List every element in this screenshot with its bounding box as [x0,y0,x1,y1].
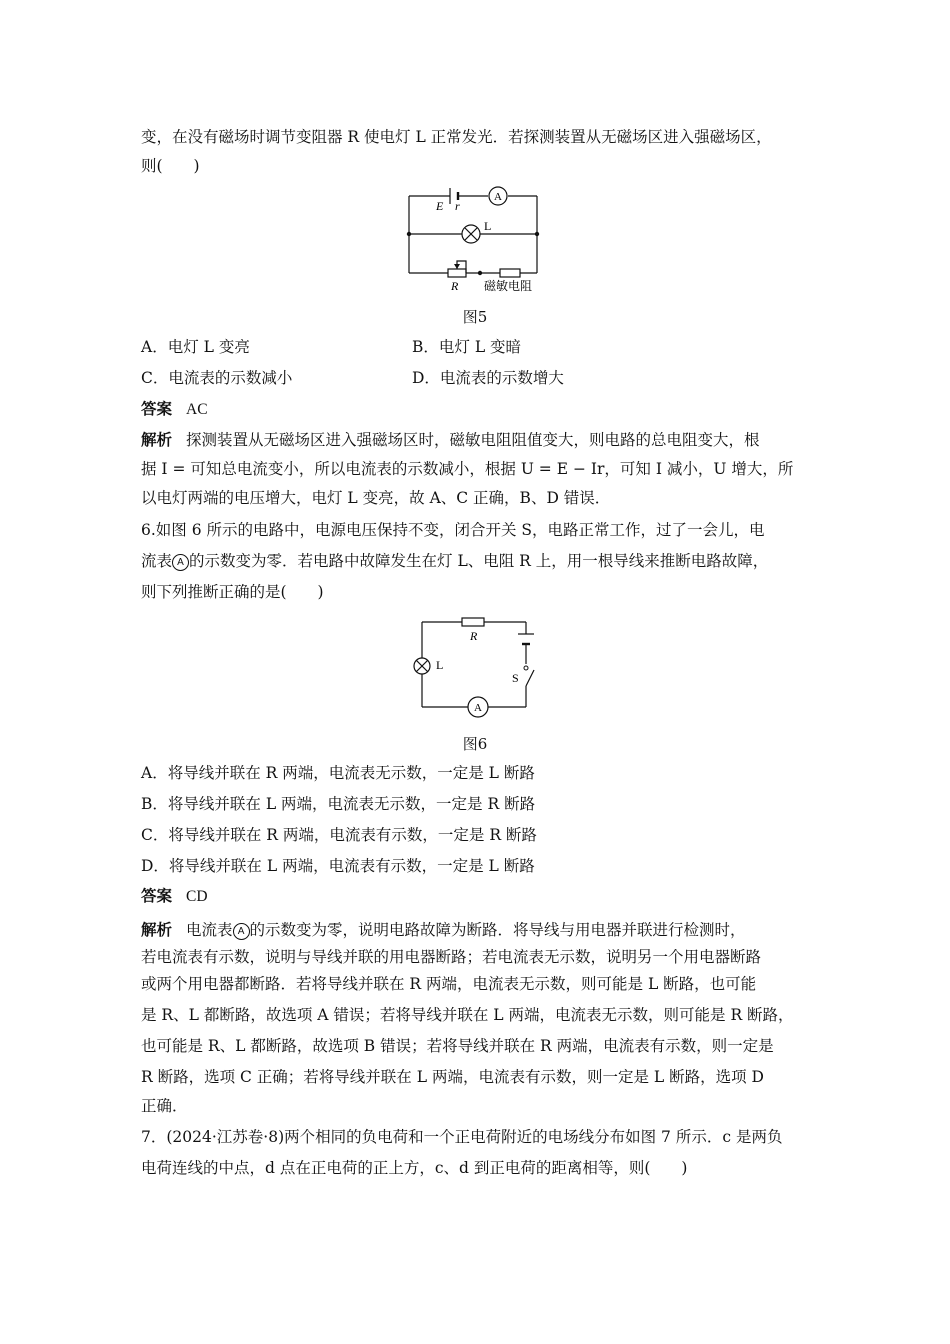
ammeter-5-label: A [494,191,502,203]
ammeter-6-label: A [474,702,482,714]
resistor-R [462,618,484,626]
q5-analysis-line2: 据 I = 可知总电流变小，所以电流表的示数减小，根据 U = E − Ir，可知 I 减小，U 增大，所 [141,460,794,478]
switch-S [526,670,534,686]
analysis-text: 探测装置从无磁场区进入强磁场区时，磁敏电阻阻值变大，则电路的总电阻变大，根 [186,431,760,449]
q6-stem-text: 流表 [141,552,173,570]
junction-dot [407,232,411,236]
q6-option-d: D．将导线并联在 L 两端，电流表有示数，一定是 L 断路 [141,857,535,875]
q6-stem-line1: 6.如图 6 所示的电路中，电源电压保持不变，闭合开关 S，电路正常工作，过了一会儿，电 [141,521,765,539]
label-L: L [436,658,444,672]
analysis-text: 的示数变为零，说明电路故障为断路．将导线与用电器并联进行检测时， [249,921,746,939]
q6-stem-text: 的示数变为零．若电路中故障发生在灯 L、电阻 R 上，用一根导线来推断电路故障， [189,552,769,570]
q5-option-b: B．电灯 L 变暗 [412,338,522,356]
q6-analysis-line4: 是 R、L 都断路，故选项 A 错误；若将导线并联在 L 两端，电流表无示数，则可能是 R 断路， [141,1006,794,1024]
answer-label: 答案 [141,886,173,905]
q7-line1: 7．(2024·江苏卷·8)两个相同的负电荷和一个正电荷附近的电场线分布如图 7 所示．c 是两负 [141,1128,783,1146]
figure-6-caption: 图6 [462,735,488,753]
answer-value: AC [186,401,208,418]
figure-5-caption: 图5 [462,308,488,326]
label-S: S [512,671,519,685]
magnetoresistor [500,269,520,277]
label-R: R [470,629,478,643]
answer-value: CD [186,888,208,905]
ammeter-symbol-icon: A [172,554,189,571]
q5-answer [141,399,208,420]
q6-stem-line2 [141,551,768,571]
analysis-label: 解析 [141,920,173,939]
ammeter-symbol-icon: A [233,923,250,940]
q6-answer [141,886,208,907]
q5-option-d: D．电流表的示数增大 [412,369,564,387]
figure-5-circuit [400,182,550,294]
q6-option-c: C．将导线并联在 R 两端，电流表有示数，一定是 R 断路 [141,826,537,844]
figure-6-circuit [408,612,548,720]
junction-dot [535,232,539,236]
q6-analysis-line1 [141,920,746,940]
q5-analysis-line3: 以电灯两端的电压增大，电灯 L 变亮，故 A、C 正确，B、D 错误． [141,489,611,507]
q5-stem-line1: 变，在没有磁场时调节变阻器 R 使电灯 L 正常发光．若探测装置从无磁场区进入强磁场区， [141,128,772,146]
q6-analysis-line5: 也可能是 R、L 都断路，故选项 B 错误；若将导线并联在 R 两端，电流表有示数，则一定是 [141,1037,774,1055]
rheostat-R [448,269,466,277]
q6-analysis-line3: 或两个用电器都断路．若将导线并联在 R 两端，电流表无示数，则可能是 L 断路，也可能 [141,975,757,993]
q6-stem-line3: 则下列推断正确的是( ) [141,583,324,601]
q6-option-a: A．将导线并联在 R 两端，电流表无示数，一定是 L 断路 [141,764,535,782]
analysis-text: 电流表 [186,921,233,939]
label-magnetoresistor: 磁敏电阻 [484,279,533,293]
label-R: R [451,279,459,293]
q5-option-a: A．电灯 L 变亮 [141,338,250,356]
label-L: L [484,219,492,233]
label-r: r [455,199,460,213]
q6-analysis-line6: R 断路，选项 C 正确；若将导线并联在 L 两端，电流表有示数，则一定是 L 断路，选项 D [141,1068,764,1086]
q5-analysis-line1 [141,430,760,450]
q5-option-c: C．电流表的示数减小 [141,369,293,387]
q6-analysis-line2: 若电流表有示数，说明与导线并联的用电器断路；若电流表无示数，说明另一个用电器断路 [141,948,762,966]
q5-stem-line2: 则( ) [141,157,200,175]
junction-dot [478,271,482,275]
answer-label: 答案 [141,399,173,418]
q6-analysis-line7: 正确． [141,1097,188,1115]
q7-line2: 电荷连线的中点，d 点在正电荷的正上方，c、d 到正电荷的距离相等，则( ) [141,1159,688,1177]
label-E: E [436,199,444,213]
q6-option-b: B．将导线并联在 L 两端，电流表无示数，一定是 R 断路 [141,795,536,813]
analysis-label: 解析 [141,430,173,449]
